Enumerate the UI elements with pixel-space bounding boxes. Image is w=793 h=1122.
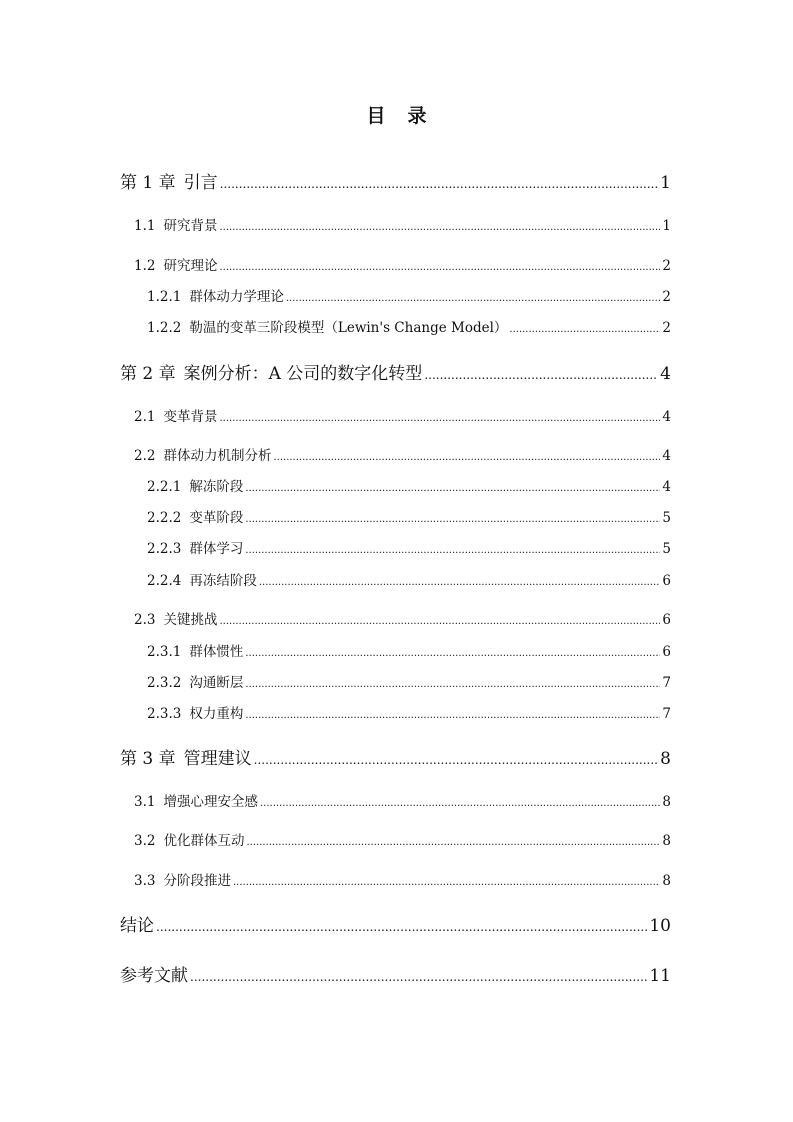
toc-entry-label: 2.2.4 再冻结阶段: [147, 573, 257, 589]
toc-page-number: 1: [660, 173, 671, 193]
toc-entry-label: 3.1 增强心理安全感: [134, 794, 258, 810]
toc-leader-dots: [246, 831, 660, 853]
toc-entry-section-2-3[interactable]: [134, 610, 671, 632]
toc-entry-label: 2.1 变革背景: [134, 409, 218, 425]
toc-page-number: 7: [662, 675, 671, 691]
toc-entry-section-3-2[interactable]: [134, 831, 671, 853]
toc-title-part1: 目: [366, 105, 386, 127]
toc-entry-label: 1.2 研究理论: [134, 258, 218, 274]
toc-page-number: 8: [660, 749, 671, 769]
toc-entry-section-2-2-2[interactable]: [147, 508, 671, 530]
toc-leader-dots: [219, 216, 660, 238]
toc-leader-dots: [156, 914, 647, 939]
toc-entry-chapter-2[interactable]: [120, 362, 671, 387]
toc-entry-label: 1.2.1 群体动力学理论: [147, 289, 284, 305]
toc-page-number: 8: [662, 833, 671, 849]
toc-leader-dots: [245, 704, 660, 726]
toc-entry-section-1-1[interactable]: [134, 216, 671, 238]
toc-entry-section-3-3[interactable]: [134, 871, 671, 893]
toc-page-number: 6: [662, 644, 671, 660]
toc-entry-label: 2.3.2 沟通断层: [147, 675, 244, 691]
toc-entry-label: 2.2 群体动力机制分析: [134, 448, 272, 464]
toc-entry-section-2-3-1[interactable]: [147, 642, 671, 664]
toc-page-number: 7: [662, 706, 671, 722]
toc-leader-dots: [424, 362, 658, 387]
toc-entry-references[interactable]: [120, 964, 671, 989]
toc-entry-conclusion[interactable]: [120, 914, 671, 939]
toc-page-number: 8: [662, 794, 671, 810]
toc-title: [0, 104, 793, 128]
toc-entry-chapter-1[interactable]: [120, 171, 671, 196]
toc-entry-label: 第 1 章 引言: [120, 173, 218, 193]
toc-entry-section-2-2-3[interactable]: [147, 539, 671, 561]
toc-leader-dots: [220, 171, 659, 196]
toc-leader-dots: [254, 747, 659, 772]
toc-entry-section-1-2-2[interactable]: [147, 318, 671, 340]
toc-entry-chapter-3[interactable]: [120, 747, 671, 772]
toc-page-number: 11: [649, 966, 671, 986]
toc-entry-section-2-2[interactable]: [134, 446, 671, 468]
toc-leader-dots: [245, 642, 660, 664]
toc-entry-label: 参考文献: [120, 966, 188, 986]
toc-entry-section-1-2-1[interactable]: [147, 287, 671, 309]
toc-page-number: 4: [662, 448, 671, 464]
toc-page-number: 6: [662, 573, 671, 589]
toc-leader-dots: [190, 964, 647, 989]
toc-entry-section-2-3-2[interactable]: [147, 673, 671, 695]
toc-entry-label: 第 2 章 案例分析：A 公司的数字化转型: [120, 364, 423, 384]
toc-entry-label: 1.2.2 勒温的变革三阶段模型（Lewin's Change Model）: [147, 320, 508, 336]
toc-entry-section-3-1[interactable]: [134, 792, 671, 814]
toc-entry-label: 第 3 章 管理建议: [120, 749, 252, 769]
toc-page-number: 1: [662, 218, 671, 234]
toc-leader-dots: [509, 318, 660, 340]
toc-page-number: 2: [662, 320, 671, 336]
toc-entry-section-2-2-1[interactable]: [147, 477, 671, 499]
toc-entry-label: 2.3.1 群体惯性: [147, 644, 244, 660]
toc-leader-dots: [245, 673, 660, 695]
toc-entry-section-2-3-3[interactable]: [147, 704, 671, 726]
toc-leader-dots: [259, 571, 661, 593]
toc-page-number: 10: [649, 916, 671, 936]
toc-entry-label: 3.2 优化群体互动: [134, 833, 245, 849]
toc-entry-label: 2.2.3 群体学习: [147, 541, 244, 557]
toc-entry-label: 2.3 关键挑战: [134, 612, 218, 628]
toc-leader-dots: [286, 287, 661, 309]
toc-entry-label: 2.3.3 权力重构: [147, 706, 244, 722]
toc-leader-dots: [273, 446, 660, 468]
toc-page-number: 2: [662, 258, 671, 274]
toc-page-number: 4: [660, 364, 671, 384]
toc-leader-dots: [233, 871, 660, 893]
toc-entry-section-2-2-4[interactable]: [147, 571, 671, 593]
toc-leader-dots: [219, 407, 660, 429]
toc-title-part2: 录: [407, 105, 427, 127]
toc-entry-label: 3.3 分阶段推进: [134, 873, 231, 889]
toc-page-number: 6: [662, 612, 671, 628]
toc-entry-label: 结论: [120, 916, 154, 936]
toc-page-number: 4: [662, 479, 671, 495]
toc-page-number: 5: [662, 510, 671, 526]
toc-leader-dots: [245, 477, 660, 499]
toc-entry-section-2-1[interactable]: [134, 407, 671, 429]
toc-page-number: 4: [662, 409, 671, 425]
toc-entry-label: 2.2.2 变革阶段: [147, 510, 244, 526]
toc-leader-dots: [245, 539, 660, 561]
toc-leader-dots: [260, 792, 660, 814]
toc-page-number: 8: [662, 873, 671, 889]
toc-leader-dots: [219, 610, 660, 632]
toc-page-number: 5: [662, 541, 671, 557]
toc-entry-section-1-2[interactable]: [134, 256, 671, 278]
toc-page-number: 2: [662, 289, 671, 305]
toc-entry-label: 1.1 研究背景: [134, 218, 218, 234]
toc-leader-dots: [245, 508, 660, 530]
toc-leader-dots: [219, 256, 660, 278]
toc-entry-label: 2.2.1 解冻阶段: [147, 479, 244, 495]
